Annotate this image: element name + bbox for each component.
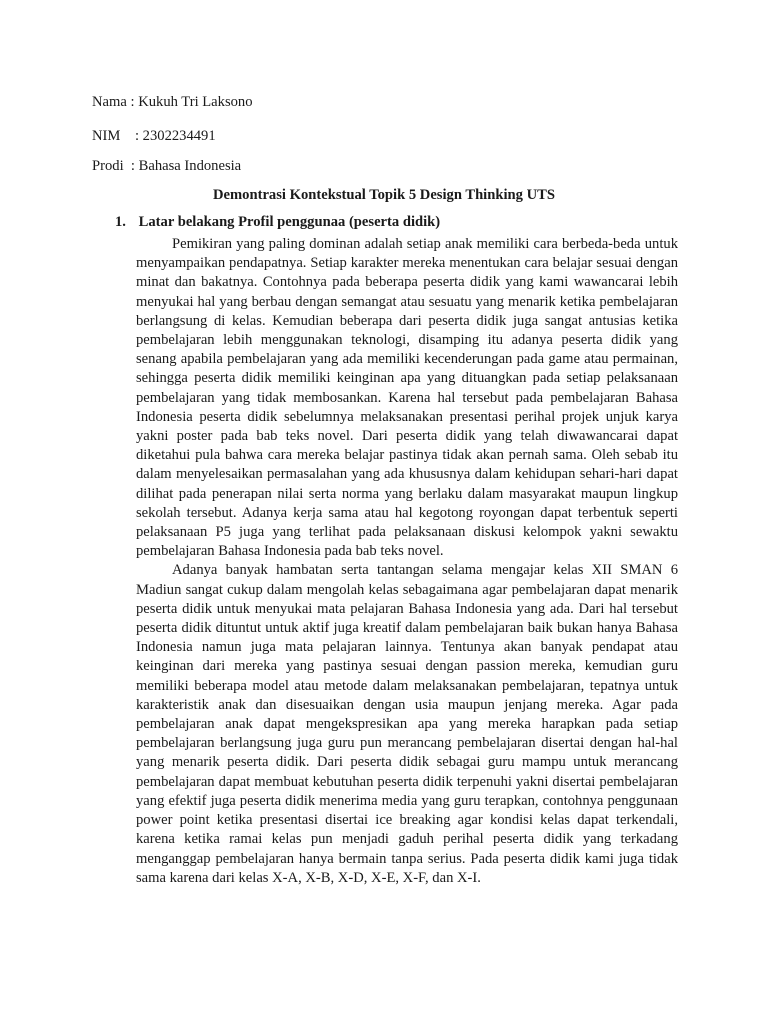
student-nim: NIM : 2302234491 xyxy=(92,128,216,144)
student-prodi: Prodi : Bahasa Indonesia xyxy=(92,158,242,174)
section-heading xyxy=(115,213,440,231)
paragraph-2: Adanya banyak hambatan serta tantangan selama mengajar kelas XII SMAN 6 Madiun sangat cukup dalam mengolah kelas sebagaimana agar pembelajaran dapat menarik peserta didik untuk menyukai mata pelajaran Bahasa Indonesia yang ada. Dari hal tersebut peserta didik dituntut untuk aktif juga kreatif dalam pembelajaran baik bukan hanya Bahasa Indonesia namun juga mata pelajaran lainnya. Tentunya akan banyak pendapat atau keinginan dari mereka yang pastinya sesuai dengan passion mereka, kemudian guru memiliki beberapa model atau metode dalam melaksanakan pembelajaran, tepatnya untuk karakteristik anak dan disesuaikan dengan usia maupun jenjang mereka. Agar pada pembelajaran anak dapat mengekspresikan apa yang mereka harapkan pada setiap pembelajaran berlangsung juga guru pun merancang pembelajaran disertai dengan hal-hal yang menarik peserta didik. Dari peserta didik sebagai guru mampu untuk merancang pembelajaran dapat membuat kebutuhan peserta didik terpenuhi yakni disertai pembelajaran yang efektif juga peserta didik menerima media yang guru terapkan, contohnya penggunaan power point ketika presentasi disertai ice breaking agar kondisi kelas dapat terkendali, karena ketika ramai kelas pun menjadi gaduh perihal peserta didik yang terkadang menganggap pembelajaran hanya bermain tanpa serius. Pada peserta didik kami juga tidak sama karena dari kelas X-A, X-B, X-D, X-E, X-F, dan X-I. xyxy=(136,562,678,886)
section-heading-text: Latar belakang Profil penggunaa (peserta didik) xyxy=(138,214,441,230)
document-title: Demontrasi Kontekstual Topik 5 Design Thinking UTS xyxy=(213,187,555,203)
paragraph-1: Pemikiran yang paling dominan adalah setiap anak memiliki cara berbeda-beda untuk menyampaikan pendapatnya. Setiap karakter mereka menentukan cara belajar sesuai dengan minat dan bakatnya. Contohnya pada beberapa peserta didik yang kami wawancarai lebih menyukai hal yang berbau dengan semangat atau sesuatu yang menarik ketika pembelajaran berlangsung di kelas. Kemudian beberapa dari peserta didik juga sangat antusias ketika pembelajaran lebih menggunakan teknologi, disamping itu adanya peserta didik yang senang apabila pembelajaran yang ada memiliki kecenderungan pada game atau permainan, sehingga peserta didik memiliki keinginan apa yang dituangkan pada setiap pelaksanaan pembelajaran yang tidak membosankan. Karena hal tersebut pada pembelajaran Bahasa Indonesia peserta didik sebelumnya melaksanakan presentasi perihal projek unjuk karya yakni poster pada bab teks novel. Dari peserta didik yang telah diwawancarai dapat diketahui pula bahwa cara mereka belajar pastinya tidak akan pernah sama. Oleh sebab itu dalam menyelesaikan permasalahan yang ada khususnya dalam kehidupan sehari-hari dapat dilihat pada penerapan nilai serta norma yang berlaku dalam masyarakat maupun lingkup sekolah tersebut. Adanya kerja sama atau hal kegotong royongan dapat terbentuk seperti pelaksanaan P5 juga yang terlihat pada pelaksanaan diskusi kelompok yakni sewaktu pembelajaran Bahasa Indonesia pada bab teks novel. xyxy=(136,236,678,560)
section-number: 1. xyxy=(115,214,126,230)
student-name: Nama : Kukuh Tri Laksono xyxy=(92,94,253,110)
section-body xyxy=(136,235,678,888)
